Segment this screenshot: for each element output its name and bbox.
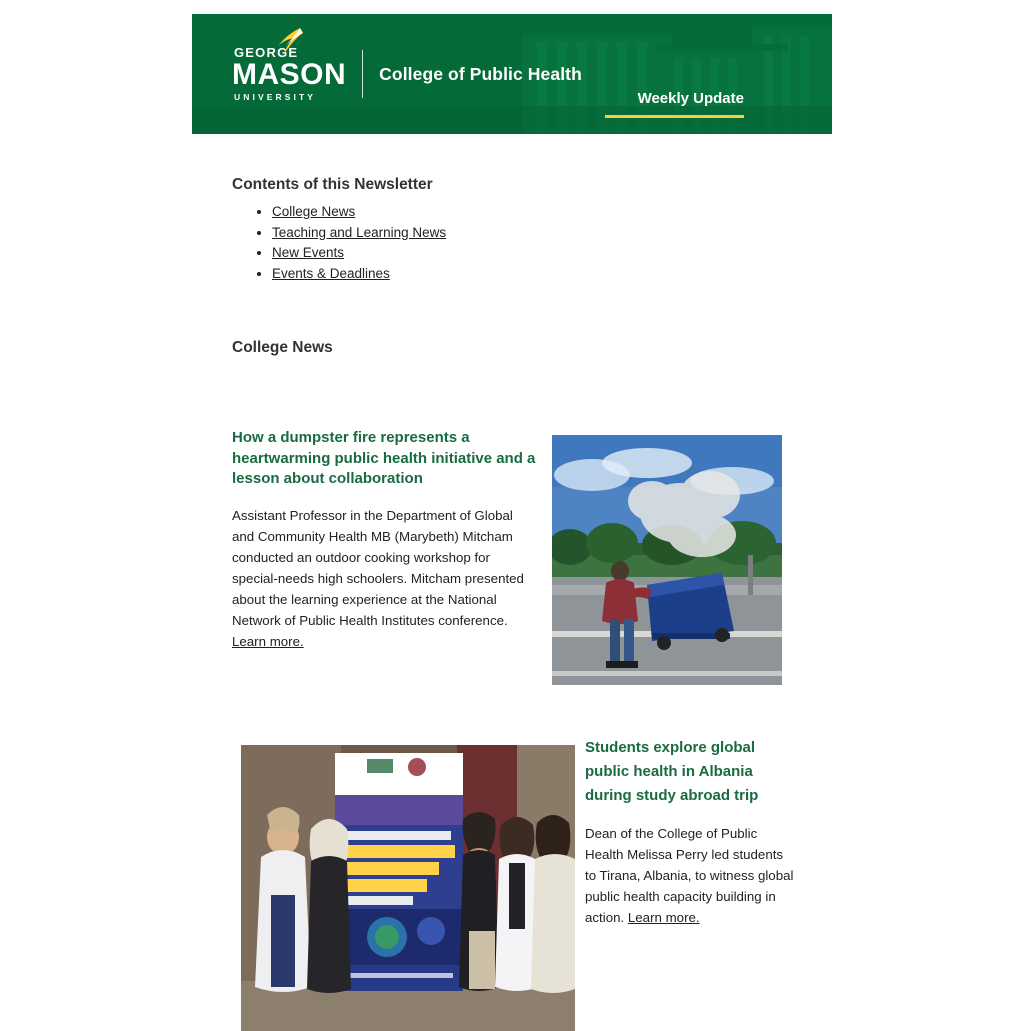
learn-more-link[interactable]: Learn more.	[627, 910, 700, 925]
toc-link-teaching-learning-news[interactable]: Teaching and Learning News	[272, 224, 447, 240]
logo-text-george: GEORGE	[234, 45, 299, 61]
list-item[interactable]	[272, 225, 792, 240]
article-body	[585, 823, 795, 928]
contents-list	[232, 204, 792, 281]
toc-link-events-deadlines[interactable]: Events & Deadlines	[272, 265, 390, 281]
article-dumpster-fire	[232, 428, 792, 665]
contents-section	[232, 176, 792, 357]
weekly-update-label: Weekly Update	[637, 90, 744, 107]
logo-text-university: UNIVERSITY	[234, 92, 317, 103]
list-item[interactable]	[272, 266, 792, 281]
learn-more-link[interactable]: Learn more.	[232, 634, 304, 650]
mason-flame-icon	[270, 28, 304, 54]
article-title[interactable]: How a dumpster fire represents a heartwarming public health initiative and a lesson about collaboration	[232, 429, 536, 488]
logo-text-mason: MASON	[232, 58, 347, 92]
dumpster-photo-illustration	[552, 435, 782, 685]
email-header-banner	[192, 14, 832, 134]
article-body	[232, 505, 537, 652]
college-news-heading: College News	[232, 338, 333, 356]
article-image-albania	[241, 745, 575, 1031]
toc-link-college-news[interactable]: College News	[272, 204, 356, 219]
article-title[interactable]: Students explore global public health in Albania during study abroad trip	[585, 739, 759, 804]
weekly-update-underline	[605, 115, 744, 118]
contents-heading: Contents of this Newsletter	[232, 176, 433, 193]
toc-link-new-events[interactable]: New Events	[272, 245, 345, 260]
albania-photo-illustration	[241, 745, 575, 1031]
list-item[interactable]	[272, 245, 792, 260]
gmu-logo	[232, 46, 582, 102]
article-body-text: Assistant Professor in the Department of Global and Community Health MB (Marybeth) Mitcham conducted an outdoor cooking workshop for special-needs high schoolers. Mitcham presented about the learning experience at the National Network of Public Health Institutes conference.	[232, 508, 524, 629]
article-body-text: Dean of the College of Public Health Melissa Perry led students to Tirana, Albania, to witness global public health capacity building in action.	[585, 826, 794, 925]
college-name: College of Public Health	[379, 63, 582, 84]
logo-divider	[362, 50, 363, 98]
list-item[interactable]	[272, 204, 792, 219]
article-image-dumpster	[552, 435, 782, 685]
